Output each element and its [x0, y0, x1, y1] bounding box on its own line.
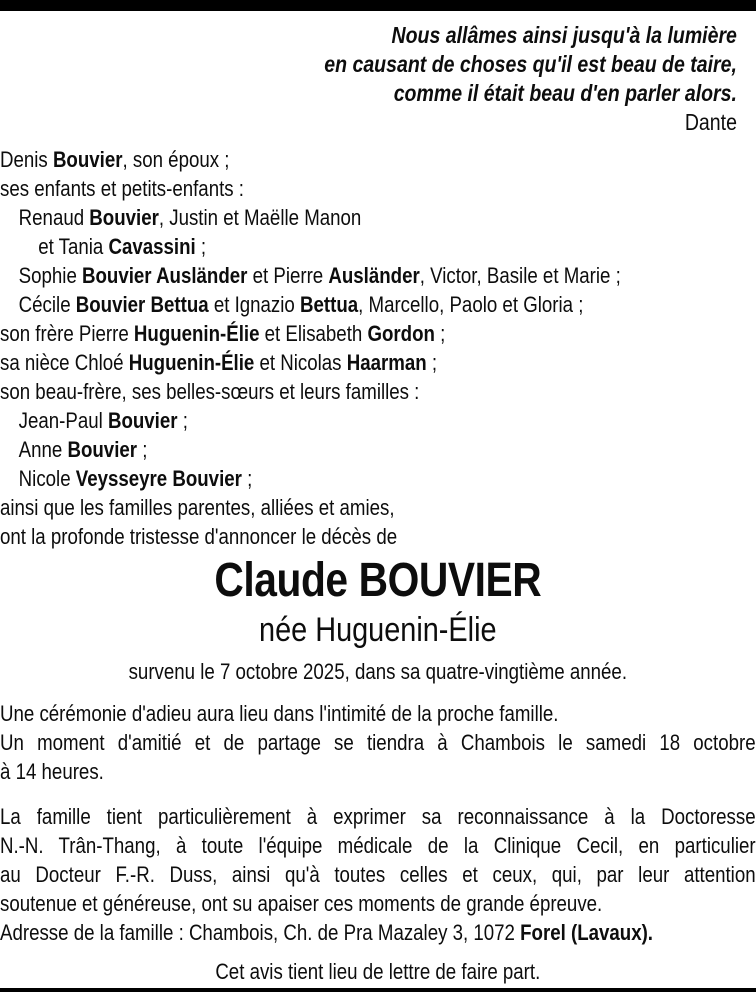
family-line: Cécile Bouvier Bettua et Ignazio Bettua, Marcello, Paolo et Gloria ; [18, 292, 584, 317]
family-line: ainsi que les familles parentes, alliées et amies, [0, 495, 395, 520]
epigraph-quote [0, 21, 756, 137]
paragraph-line: Une cérémonie d'adieu aura lieu dans l'intimité de la proche famille. [0, 701, 559, 726]
family-line: sa nièce Chloé Huguenin-Élie et Nicolas Haarman ; [0, 350, 438, 375]
family-line: et Tania Cavassini ; [38, 234, 207, 259]
paragraph-line: Un moment d'amitié et de partage se tiendra à Chambois le samedi 18 octobre [0, 730, 756, 755]
ceremony-paragraph [0, 699, 756, 786]
family-line: Nicole Veysseyre Bouvier ; [18, 466, 253, 491]
family-line: Renaud Bouvier, Justin et Maëlle Manon [18, 205, 362, 230]
paragraph-line: N.-N. Trân-Thang, à toute l'équipe médicale de la Clinique Cecil, en particulier [0, 833, 756, 858]
faire-part-notice: Cet avis tient lieu de lettre de faire part. [215, 959, 541, 984]
family-line: Jean-Paul Bouvier ; [18, 408, 188, 433]
paragraph-line: Adresse de la famille : Chambois, Ch. de Pra Mazaley 3, 1072 Forel (Lavaux). [0, 920, 653, 945]
family-line: Denis Bouvier, son époux ; [0, 147, 230, 172]
top-border-rule [0, 0, 756, 11]
gratitude-paragraph [0, 802, 756, 947]
quote-line: en causant de choses qu'il est beau de taire, [324, 51, 737, 77]
death-date-line: survenu le 7 octobre 2025, dans sa quatre-vingtième année. [128, 659, 628, 684]
family-line: ont la profonde tristesse d'annoncer le décès de [0, 524, 398, 549]
family-line: son beau-frère, ses belles-sœurs et leurs familles : [0, 379, 420, 404]
paragraph-line: au Docteur F.-R. Duss, ainsi qu'à toutes celles et ceux, qui, par leur attention [0, 862, 756, 887]
paragraph-line: soutenue et généreuse, ont su apaiser ces moments de grande épreuve. [0, 891, 603, 916]
family-line: ses enfants et petits-enfants : [0, 176, 244, 201]
family-announcement-list [0, 145, 756, 551]
paragraph-line: La famille tient particulièrement à exprimer sa reconnaissance à la Doctoresse [0, 804, 756, 829]
quote-line: Nous allâmes ainsi jusqu'à la lumière [391, 22, 737, 48]
quote-line: comme il était beau d'en parler alors. [393, 80, 737, 106]
deceased-maiden-name: née Huguenin-Élie [259, 611, 497, 649]
family-line: Anne Bouvier ; [18, 437, 148, 462]
bottom-border-rule [0, 988, 756, 992]
paragraph-line: à 14 heures. [0, 759, 104, 784]
quote-lines [0, 21, 737, 108]
deceased-name: Claude BOUVIER [214, 554, 542, 607]
quote-author: Dante [684, 109, 737, 135]
notice-content [0, 11, 756, 986]
family-line: son frère Pierre Huguenin-Élie et Elisabeth Gordon ; [0, 321, 446, 346]
family-line: Sophie Bouvier Ausländer et Pierre Ausländer, Victor, Basile et Marie ; [18, 263, 621, 288]
